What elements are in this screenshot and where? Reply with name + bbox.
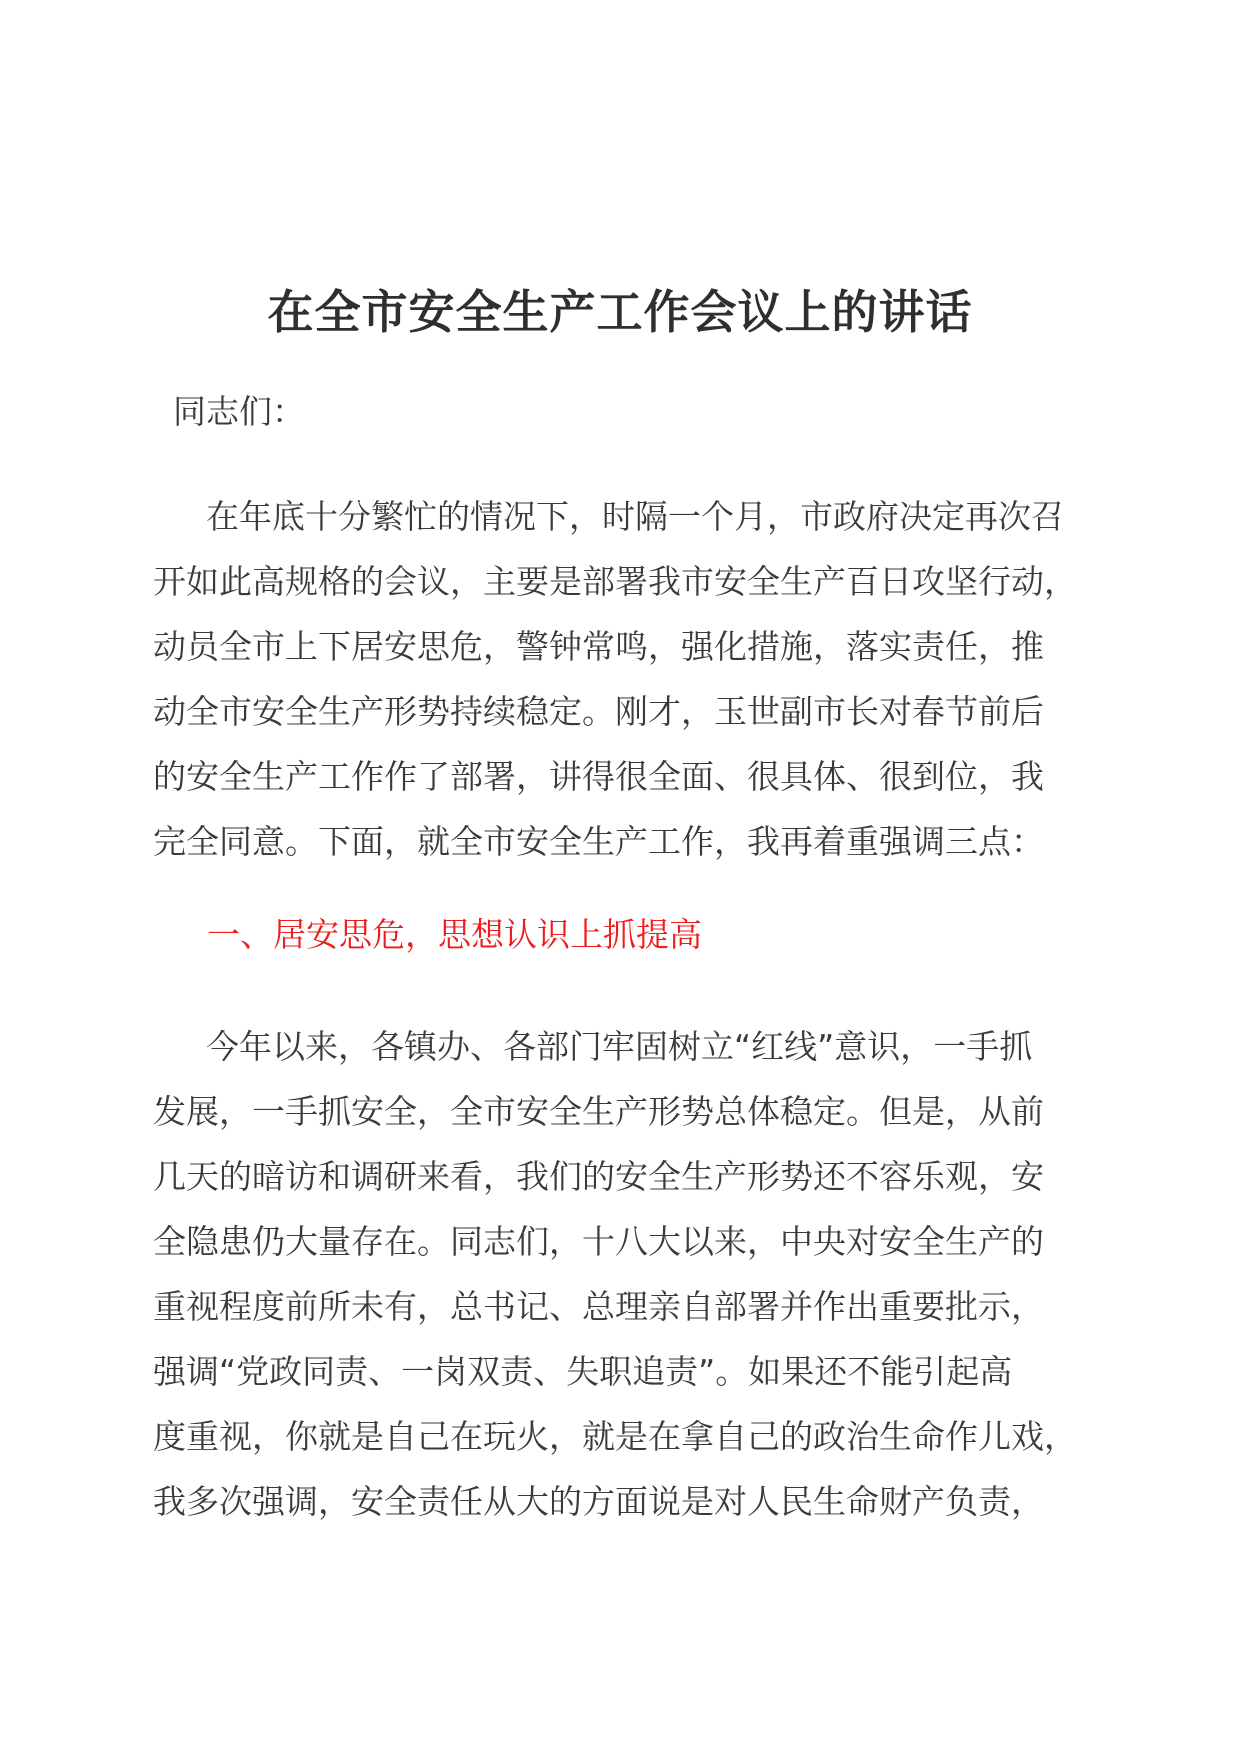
paragraph-line: 发展，一手抓安全，全市安全生产形势总体稳定。但是，从前 [153,1092,1044,1131]
paragraph-line: 的安全生产工作作了部署，讲得很全面、很具体、很到位，我 [153,757,1044,796]
paragraph-line: 完全同意。下面，就全市安全生产工作，我再着重强调三点： [153,822,1044,861]
paragraph-line: 动员全市上下居安思危，警钟常鸣，强化措施，落实责任，推 [153,627,1044,666]
paragraph-line: 度重视，你就是自己在玩火，就是在拿自己的政治生命作儿戏， [153,1417,1077,1456]
paragraph-line: 几天的暗访和调研来看，我们的安全生产形势还不容乐观，安 [153,1157,1044,1196]
paragraph-line: 强调“党政同责、一岗双责、失职追责”。如果还不能引起高 [153,1352,1013,1391]
paragraph-intro [153,484,1098,874]
paragraph-line: 在年底十分繁忙的情况下，时隔一个月，市政府决定再次召 [206,497,1064,536]
paragraph-line: 开如此高规格的会议，主要是部署我市安全生产百日攻坚行动， [153,562,1077,601]
paragraph-line: 动全市安全生产形势持续稳定。刚才，玉世副市长对春节前后 [153,692,1044,731]
paragraph-line: 全隐患仍大量存在。同志们，十八大以来，中央对安全生产的 [153,1222,1044,1261]
paragraph-section1 [153,1014,1098,1534]
document-title: 在全市安全生产工作会议上的讲话 [267,285,973,339]
paragraph-line: 重视程度前所未有，总书记、总理亲自部署并作出重要批示， [153,1287,1044,1326]
paragraph-line: 今年以来，各镇办、各部门牢固树立“红线”意识，一手抓 [206,1027,1033,1066]
salutation: 同志们： [173,392,305,431]
paragraph-line: 我多次强调，安全责任从大的方面说是对人民生命财产负责， [153,1482,1044,1521]
section-heading-1: 一、居安思危，思想认识上抓提高 [207,915,702,954]
